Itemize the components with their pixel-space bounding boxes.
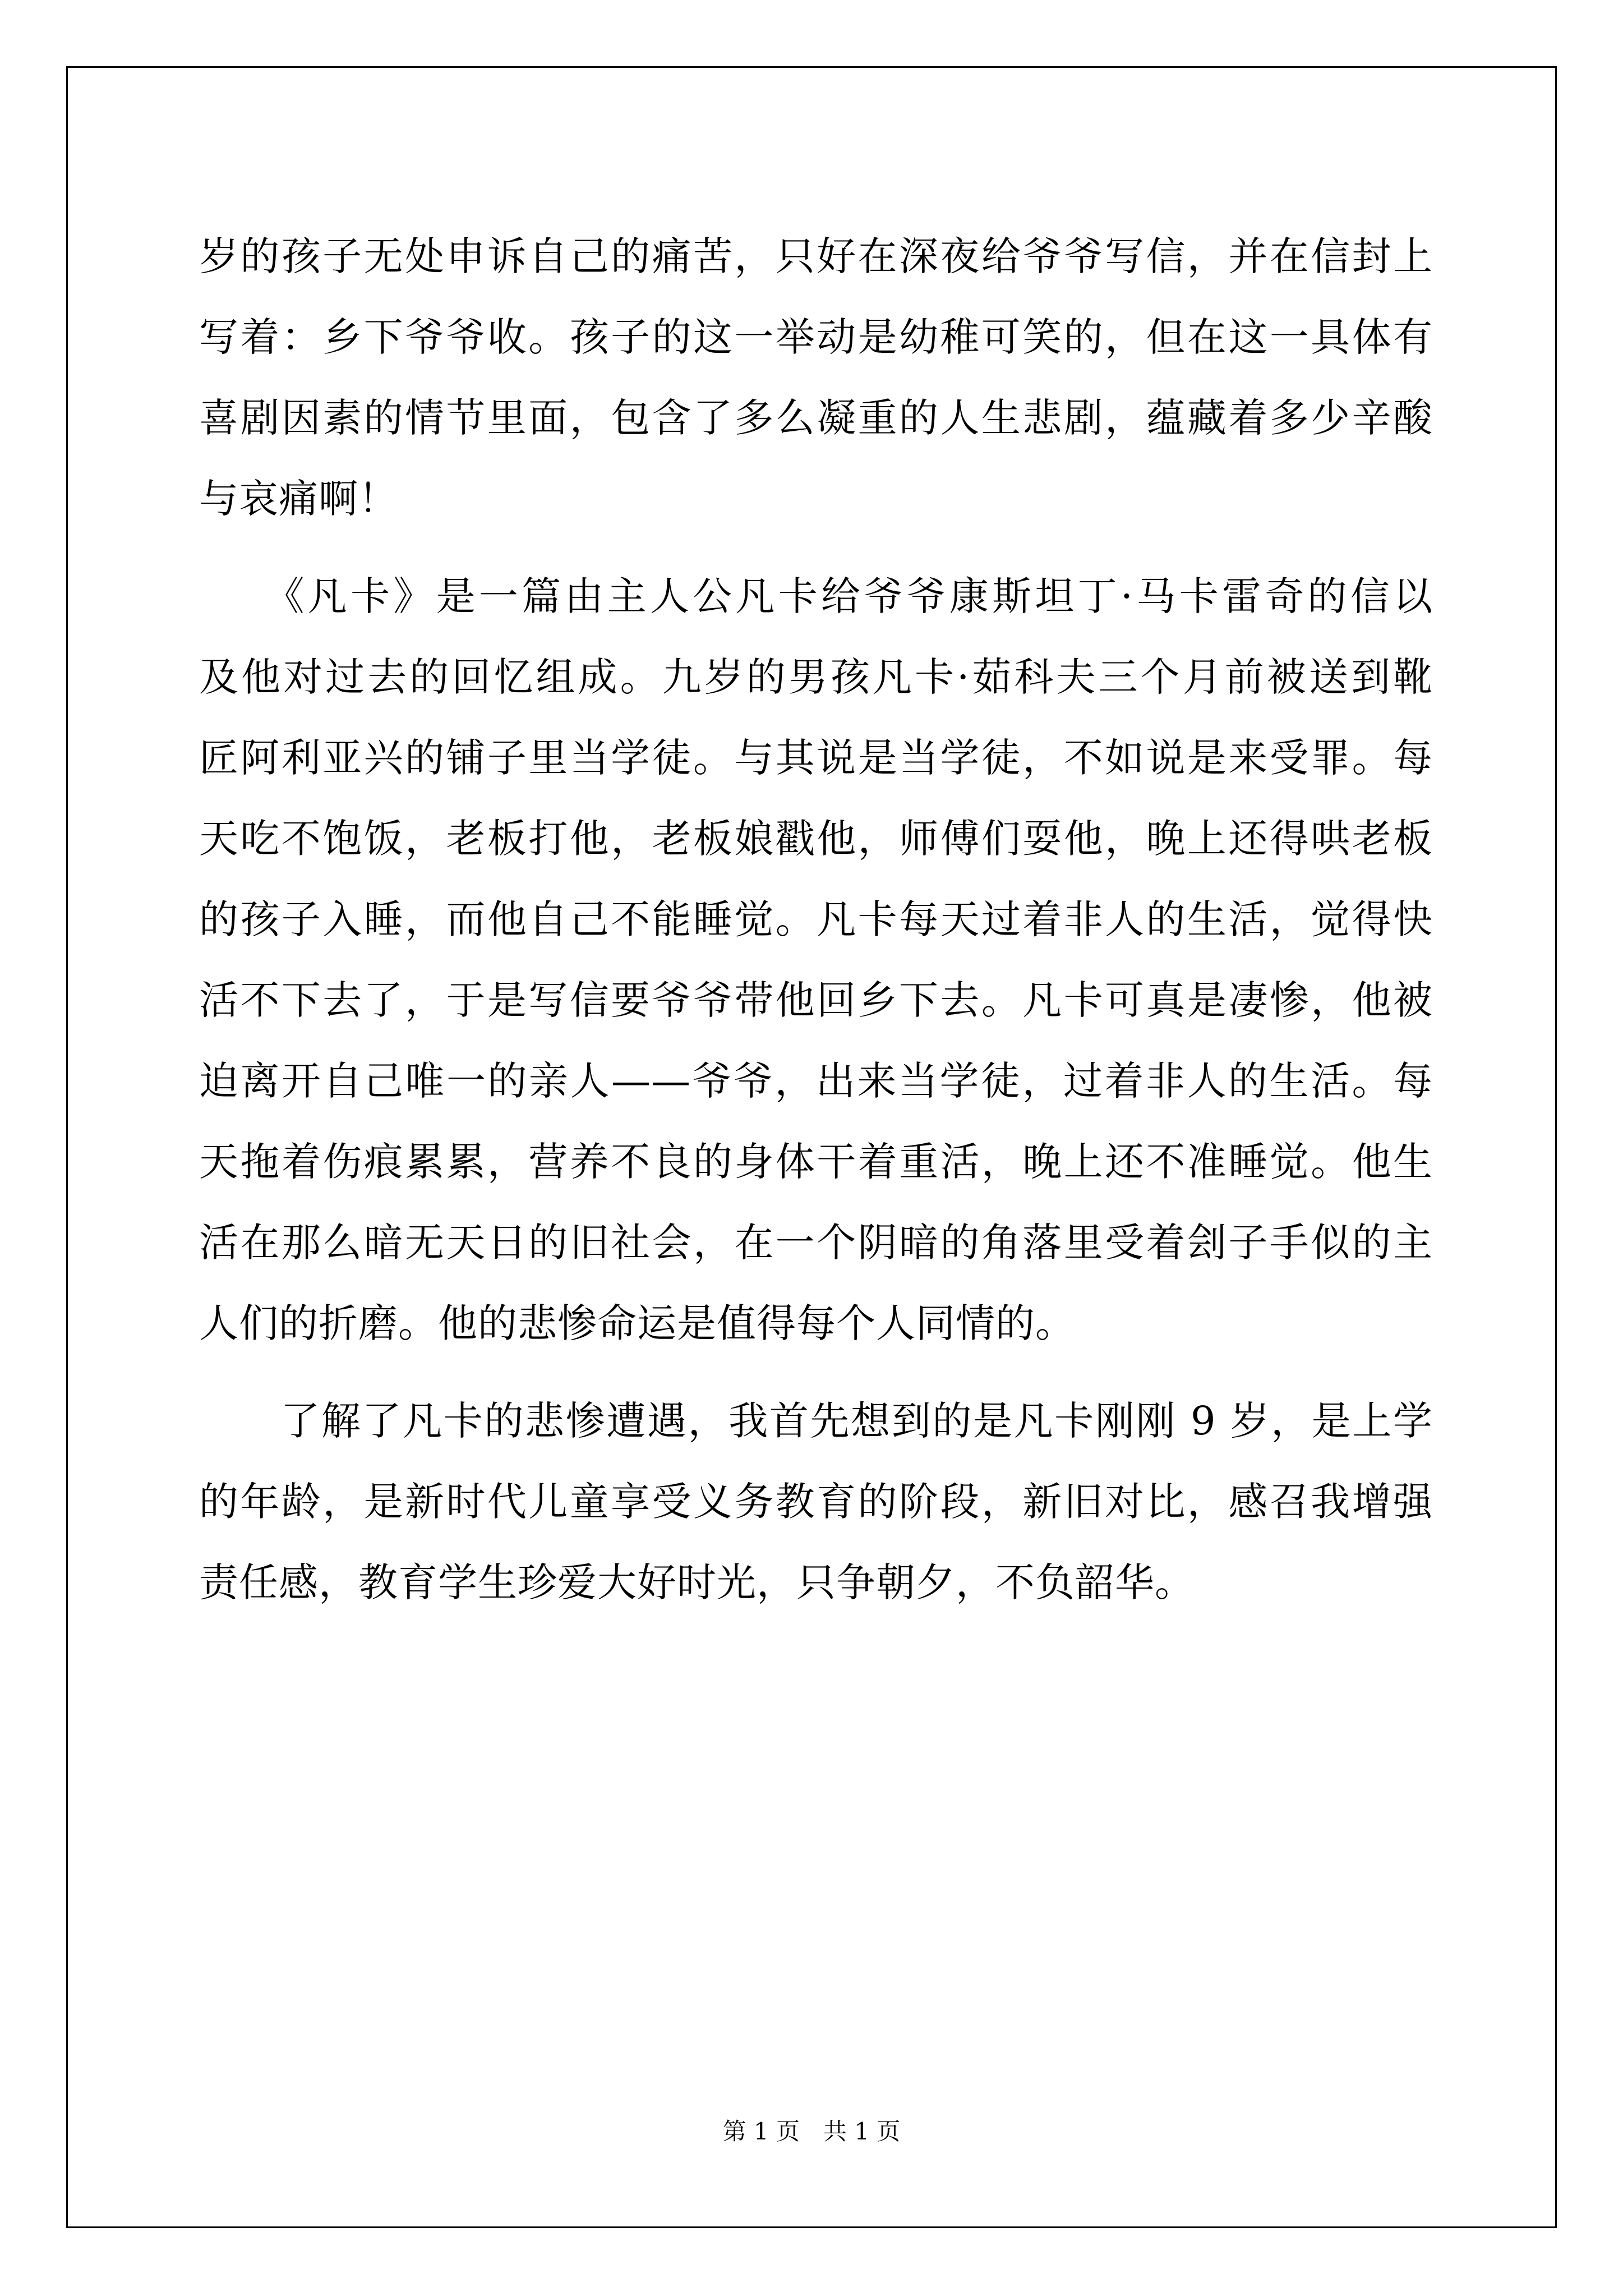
text-line: 天拖着伤痕累累，营养不良的身体干着重活，晚上还不准睡觉。他生: [199, 1139, 1433, 1185]
text-line: 迫离开自己唯一的亲人——爷爷，出来当学徒，过着非人的生活。每: [199, 1058, 1433, 1104]
text-line: 喜剧因素的情节里面，包含了多么凝重的人生悲剧，蕴藏着多少辛酸: [199, 395, 1433, 441]
text-line: 与哀痛啊！: [199, 476, 398, 522]
text-line: 匠阿利亚兴的铺子里当学徒。与其说是当学徒，不如说是来受罪。每: [199, 735, 1433, 781]
text-line: 活在那么暗无天日的旧社会，在一个阴暗的角落里受着刽子手似的主: [199, 1220, 1433, 1266]
text-line: 人们的折磨。他的悲惨命运是值得每个人同情的。: [199, 1300, 1075, 1346]
text-line: 的孩子入睡，而他自己不能睡觉。凡卡每天过着非人的生活，觉得快: [199, 896, 1433, 942]
text-line: 及他对过去的回忆组成。九岁的男孩凡卡·茹科夫三个月前被送到靴: [199, 654, 1433, 700]
page-footer: 第 1 页 共 1 页: [722, 2118, 901, 2145]
paragraph-gap: [199, 1364, 1433, 1381]
paragraph-gap: [199, 539, 1433, 556]
text-line: 天吃不饱饭，老板打他，老板娘戳他，师傅们耍他，晚上还得哄老板: [199, 816, 1433, 862]
text-line: 责任感，教育学生珍爱大好时光，只争朝夕，不负韶华。: [199, 1559, 1195, 1605]
document-body: [199, 216, 1433, 1623]
text-line: 写着：乡下爷爷收。孩子的这一举动是幼稚可笑的，但在这一具体有: [199, 314, 1433, 360]
text-line: 岁的孩子无处申诉自己的痛苦，只好在深夜给爷爷写信，并在信封上: [199, 233, 1433, 279]
text-line: 了解了凡卡的悲惨遭遇，我首先想到的是凡卡刚刚 9 岁，是上学: [199, 1398, 1433, 1444]
text-line: 的年龄，是新时代儿童享受义务教育的阶段，新旧对比，感召我增强: [199, 1479, 1433, 1525]
text-line: 活不下去了，于是写信要爷爷带他回乡下去。凡卡可真是凄惨，他被: [199, 977, 1433, 1023]
text-line: 《凡卡》是一篇由主人公凡卡给爷爷康斯坦丁·马卡雷奇的信以: [199, 573, 1433, 619]
